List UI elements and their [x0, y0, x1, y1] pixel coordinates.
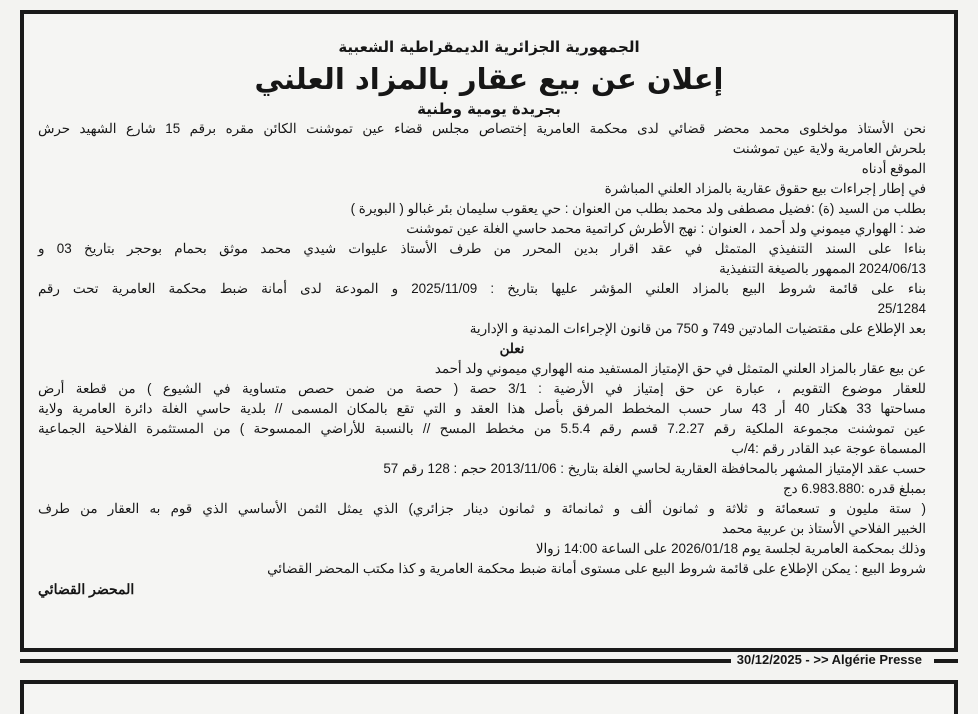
- notice-line: عين تموشنت مجموعة الملكية رقم 7.2.27 قسم رقم 5.5.4 من مخطط المسح // بالنسبة للأراضي الممسوحة ) من المستثمرة الفلاحية الجماعية: [38, 421, 927, 436]
- notice-line: بناء على قائمة شروط البيع بالمزاد العلني المؤشر عليها بتاريخ : 2025/11/09 و المودعة لدى أمانة ضبط محكمة العامرية تحت رقم: [38, 281, 927, 296]
- notice-line: المسماة عوجة عبد القادر رقم :4/ب: [731, 441, 926, 456]
- signature: المحضر القضائي: [38, 581, 135, 597]
- notice-line: الموقع أدناه: [861, 161, 926, 176]
- notice-line: بمبلغ قدره :6.983.880 دج: [782, 481, 926, 496]
- footer-rule: [20, 659, 758, 663]
- source-label: 30/12/2025 - >> Algérie Presse: [731, 652, 928, 667]
- republic-heading: الجمهورية الجزائرية الديمقراطية الشعبية: [338, 38, 640, 56]
- notice-line: في إطار إجراءات بيع حقوق عقارية بالمزاد العلني المباشرة: [604, 181, 926, 196]
- auction-notice: [20, 10, 958, 652]
- notice-line: ( ستة مليون و تسعمائة و ثلاثة و ثمانون ألف و ثمانمائة و ثمانون دينار جزائري) الذي يمثل الثمن الأساسي الذي قوم به العقار من طرف: [38, 501, 926, 516]
- notice-body: [38, 119, 926, 600]
- notice-line: بطلب من السيد (ة) :فضيل مصطفى ولد محمد بطلب من العنوان : حي يعقوب سليمان بئر غبالو ( البويرة ): [350, 201, 926, 216]
- notice-line: وذلك بمحكمة العامرية لجلسة يوم 2026/01/18 على الساعة 14:00 زوالا: [535, 541, 926, 556]
- notice-line: 2024/06/13 الممهور بالصيغة التنفيذية: [719, 261, 926, 276]
- notice-line: 25/1284: [877, 301, 926, 316]
- notice-line: نحن الأستاذ مولخلوى محمد محضر قضائي لدى محكمة العامرية إختصاص مجلس قضاء عين تموشنت الكائن مقره برقم 15 شارع الشهيد حرش: [38, 121, 926, 136]
- notice-line: للعقار موضوع التقويم ، عبارة عن حق إمتياز في الأرضية : 3/1 حصة ( حصة من ضمن حصص متساوية في الشيوع ) من قطعة أرض: [38, 381, 926, 396]
- notice-line: بعد الإطلاع على مقتضيات المادتين 749 و 750 من قانون الإجراءات المدنية و الإدارية: [469, 321, 926, 336]
- notice-line: حسب عقد الإمتياز المشهر بالمحافظة العقارية لحاسي الغلة بتاريخ : 2013/11/06 حجم : 128 رقم 57: [383, 461, 926, 476]
- source-footer: [20, 654, 958, 668]
- notice-line: الخبير الفلاحي الأستاذ بن عربية محمد: [721, 521, 926, 536]
- notice-line: مساحتها 33 هكتار 40 أر 43 سار حسب المخطط المرفق بأصل هذا العقد و التي تقع بالمكان المسمى // بلدية حاسي الغلة دائرة العامرية ولاية: [38, 401, 926, 416]
- next-notice-box: [20, 680, 958, 714]
- notice-line: بلحرش العامرية ولاية عين تموشنت: [732, 141, 926, 156]
- notice-line: بناءا على السند التنفيذي المتمثل في عقد اقرار بدين المحرر من طرف الأستاذ عليوات شيدي محمد موثق بحمام بوحجر بتاريخ 03 و: [38, 241, 927, 256]
- notice-line: شروط البيع : يمكن الإطلاع على قائمة شروط البيع على مستوى أمانة ضبط محكمة العامرية و كذا مكتب المحضر القضائي: [267, 561, 926, 576]
- notice-line: عن بيع عقار بالمزاد العلني المتمثل في حق الإمتياز المستفيد منه الهواري ميموني ولد أحمد: [434, 361, 926, 376]
- notice-subtitle: بجريدة يومية وطنية: [417, 100, 561, 118]
- footer-rule-end: [934, 659, 958, 663]
- notice-line: ضد : الهواري ميموني ولد أحمد ، العنوان : نهج الأطرش كراتمية محمد حاسي الغلة عين تموشنت: [406, 221, 926, 236]
- announce-heading: نعلن: [499, 341, 525, 356]
- notice-title: إعلان عن بيع عقار بالمزاد العلني: [254, 62, 724, 96]
